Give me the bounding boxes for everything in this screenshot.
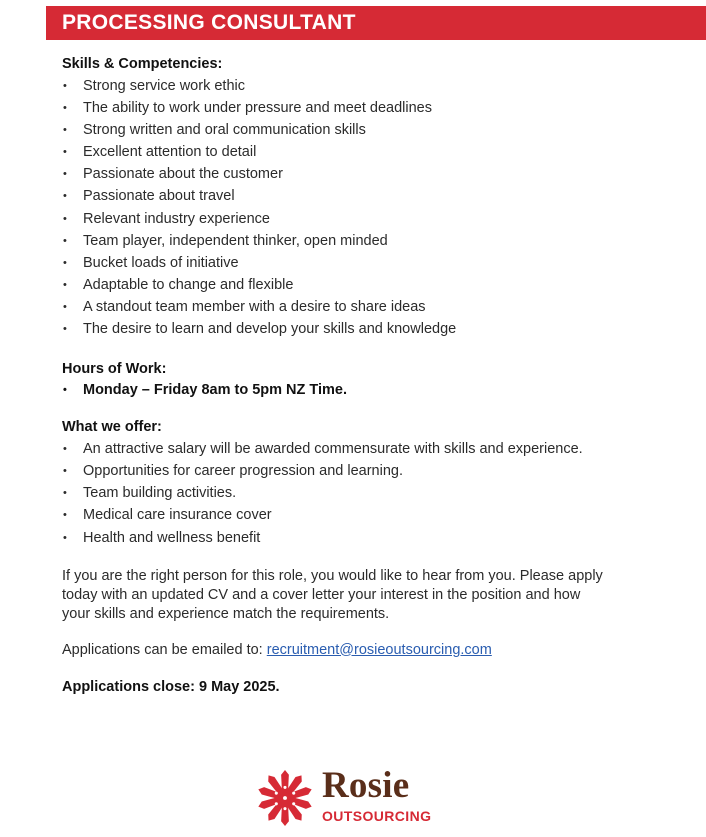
bullet-icon: • [63, 384, 67, 397]
list-item: • Strong service work ethic [62, 75, 662, 97]
list-item: • Opportunities for career progression and learning. [62, 460, 662, 482]
hours-heading: Hours of Work: [62, 361, 167, 378]
apply-line: If you are the right person for this role, you would like to hear from you. Please apply [62, 567, 603, 584]
list-item: • Excellent attention to detail [62, 141, 662, 163]
email-line [62, 641, 662, 660]
list-item: • Health and wellness benefit [62, 527, 662, 549]
list-item: • Medical care insurance cover [62, 504, 662, 526]
list-item: • Team player, independent thinker, open minded [62, 230, 662, 252]
apply-line: today with an updated CV and a cover letter your interest in the position and how [62, 586, 581, 603]
bullet-icon: • [63, 102, 67, 115]
list-item: • Adaptable to change and flexible [62, 274, 662, 296]
bullet-icon: • [63, 531, 67, 544]
list-item: • A standout team member with a desire to share ideas [62, 296, 662, 318]
bullet-icon: • [63, 300, 67, 313]
list-item: • An attractive salary will be awarded commensurate with skills and experience. [62, 438, 662, 460]
page-title: PROCESSING CONSULTANT [62, 11, 356, 34]
offer-heading: What we offer: [62, 419, 162, 436]
skills-heading: Skills & Competencies: [62, 56, 223, 72]
skills-list [62, 75, 662, 340]
list-item: • Relevant industry experience [62, 208, 662, 230]
bullet-icon: • [63, 234, 67, 247]
title-banner [46, 6, 706, 40]
bullet-icon: • [63, 278, 67, 291]
hours-list [62, 380, 662, 401]
offer-list [62, 438, 662, 548]
flower-logo-icon [256, 769, 314, 827]
bullet-icon: • [63, 443, 67, 456]
apply-line: your skills and experience match the requirements. [62, 605, 390, 622]
applications-close: Applications close: 9 May 2025. [62, 678, 280, 695]
rosie-outsourcing-logo [256, 766, 456, 830]
email-prefix: Applications can be emailed to: [62, 641, 267, 658]
list-item: • Bucket loads of initiative [62, 252, 662, 274]
list-item: • Monday – Friday 8am to 5pm NZ Time. [62, 380, 662, 401]
bullet-icon: • [63, 124, 67, 137]
bullet-icon: • [63, 509, 67, 522]
list-item: • Team building activities. [62, 482, 662, 504]
logo-subtitle: OUTSOURCING [322, 808, 432, 824]
bullet-icon: • [63, 190, 67, 203]
bullet-icon: • [63, 323, 67, 336]
bullet-icon: • [63, 465, 67, 478]
list-item: • The desire to learn and develop your skills and knowledge [62, 318, 662, 340]
document-body [62, 55, 662, 711]
bullet-icon: • [63, 80, 67, 92]
bullet-icon: • [63, 168, 67, 181]
list-item: • Passionate about travel [62, 185, 662, 207]
logo-wordmark: Rosie [322, 765, 410, 806]
bullet-icon: • [63, 212, 67, 225]
bullet-icon: • [63, 146, 67, 159]
list-item: • The ability to work under pressure and meet deadlines [62, 97, 662, 119]
apply-paragraph [62, 567, 662, 624]
bullet-icon: • [63, 487, 67, 500]
bullet-icon: • [63, 256, 67, 269]
list-item: • Passionate about the customer [62, 163, 662, 185]
list-item: • Strong written and oral communication skills [62, 119, 662, 141]
email-link[interactable]: recruitment@rosieoutsourcing.com [266, 641, 492, 658]
